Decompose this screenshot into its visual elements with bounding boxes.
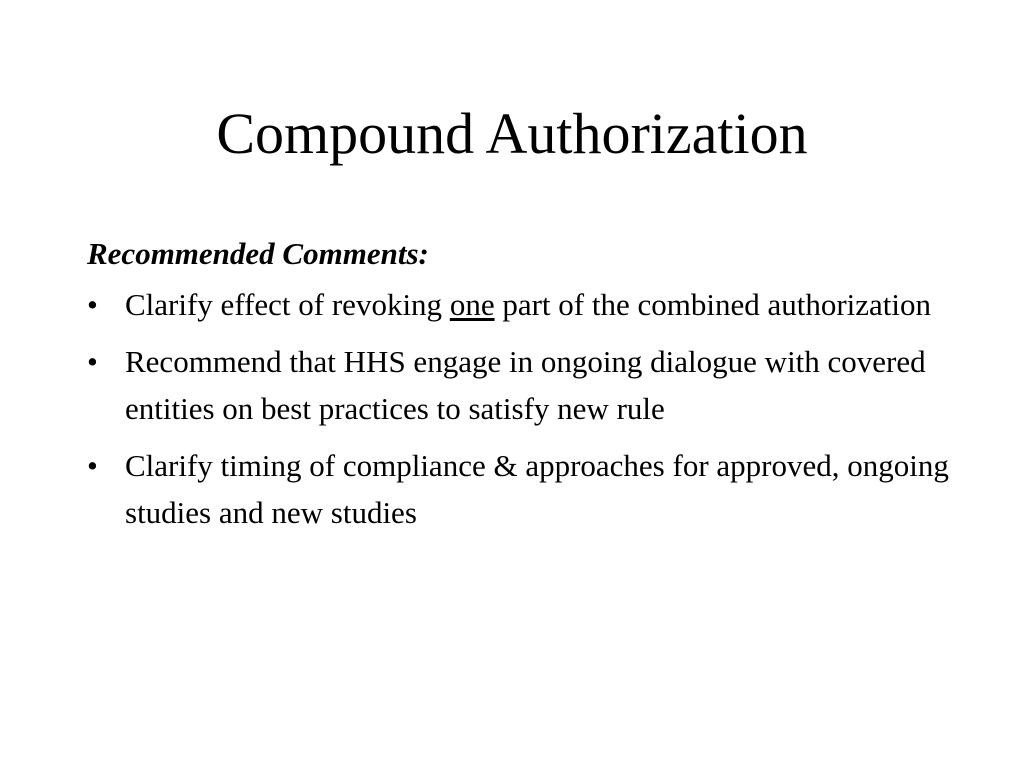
bullet-text-before: Clarify effect of revoking [125, 287, 450, 322]
slide-title: Compound Authorization [216, 101, 808, 166]
bullet-text: Recommend that HHS engage in ongoing dialogue with covered entities on best practices to satisfy new rule [125, 344, 926, 426]
bullet-item [87, 338, 957, 432]
bullet-text-after: part of the combined authorization [494, 287, 932, 322]
slide-body [87, 230, 957, 546]
bullet-text: Clarify timing of compliance & approaches for approved, ongoing studies and new studies [125, 448, 949, 530]
bullet-item [87, 281, 957, 328]
bullet-list [87, 281, 957, 536]
bullet-item [87, 442, 957, 536]
subheading: Recommended Comments: [87, 236, 429, 271]
bullet-icon: • [87, 287, 98, 322]
bullet-icon: • [87, 448, 98, 483]
bullet-icon: • [87, 344, 98, 379]
underlined-word: one [449, 287, 495, 322]
